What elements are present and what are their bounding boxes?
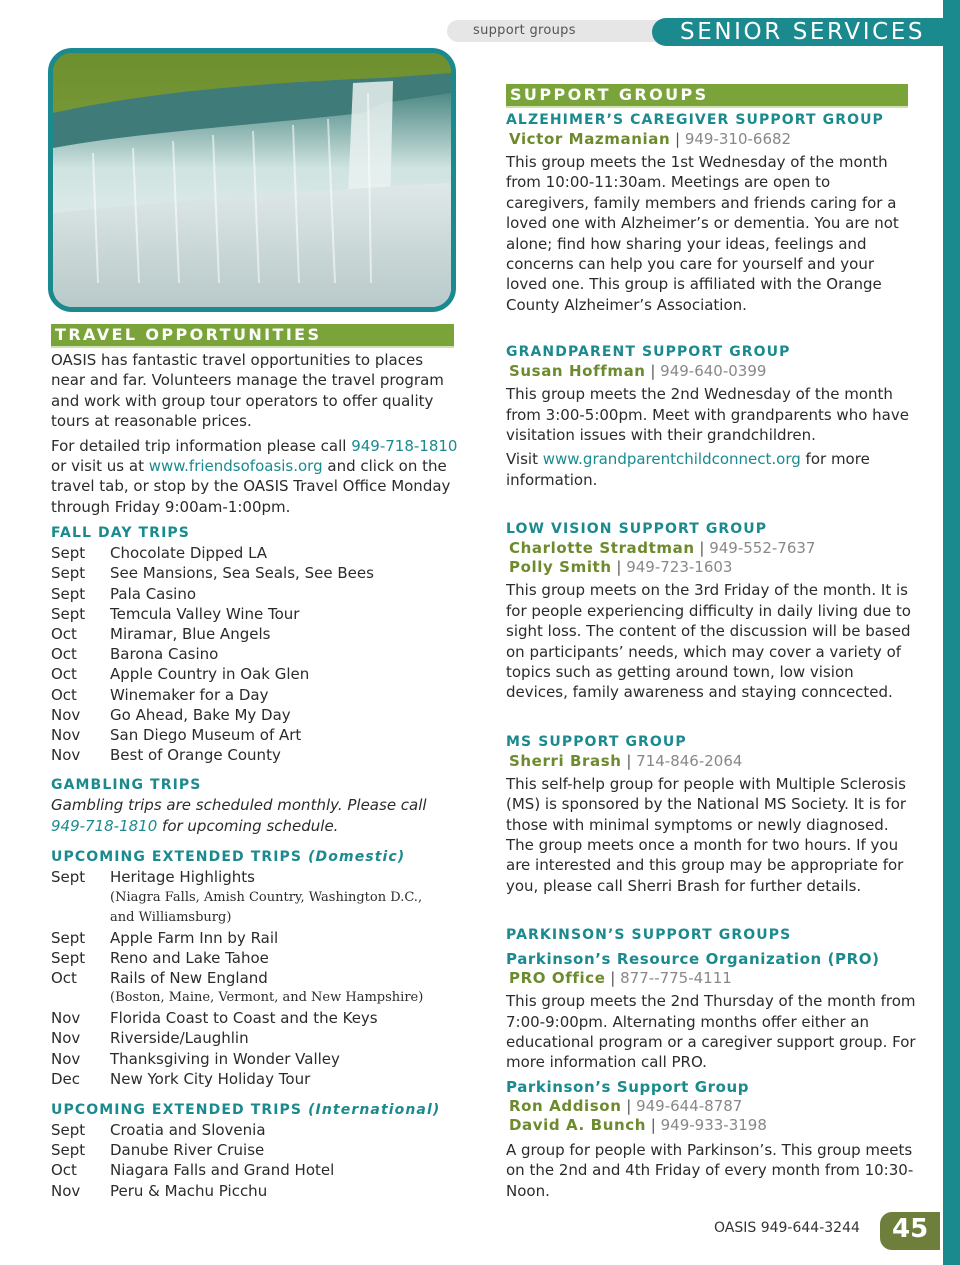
fall-trips-list	[51, 543, 461, 765]
contact-phone: 949-933-3198	[660, 1115, 767, 1134]
list-item	[51, 1120, 461, 1140]
contact-separator: |	[611, 558, 627, 577]
list-item	[51, 644, 461, 664]
travel-phone-link[interactable]: 949-718-1810	[351, 436, 458, 455]
visit-suffix: for more information.	[506, 450, 870, 489]
trip-name: Miramar, Blue Angels	[110, 625, 271, 644]
trip-name: Florida Coast to Coast and the Keys	[110, 1009, 378, 1028]
contact-separator: |	[605, 969, 621, 988]
trip-month: Oct	[51, 685, 77, 704]
trip-month: Nov	[51, 1009, 81, 1028]
trip-name: Apple Farm Inn by Rail	[110, 928, 279, 947]
footer-org-phone: OASIS 949-644-3244	[714, 1220, 860, 1236]
contact-separator: |	[645, 362, 661, 381]
trip-name: Go Ahead, Bake My Day	[110, 705, 291, 724]
trip-note: (Boston, Maine, Vermont, and New Hampshire)	[110, 990, 424, 1006]
trip-name: Barona Casino	[110, 645, 219, 664]
list-item	[51, 1028, 461, 1048]
international-trips-heading	[51, 1101, 461, 1120]
contact-phone: 949-723-1603	[626, 558, 733, 577]
trip-name: San Diego Museum of Art	[110, 726, 302, 745]
contact-phone: 949-644-8787	[636, 1096, 743, 1115]
trip-month: Dec	[51, 1069, 81, 1088]
intl-qualifier: (International)	[308, 1101, 441, 1118]
page-number: 45	[892, 1214, 929, 1244]
trip-name: Croatia and Slovenia	[110, 1120, 266, 1139]
header-banner	[652, 18, 952, 46]
pro-body: This group meets the 2nd Thursday of the month from 7:00-9:00pm. Alternating months offer either an educational program or a caregiver support group. For more information call PRO.	[506, 992, 916, 1072]
support-heading-bar	[506, 84, 908, 108]
contact-name: David A. Bunch	[509, 1115, 647, 1134]
gambling-suffix: for upcoming schedule.	[157, 816, 339, 835]
contact-separator: |	[694, 539, 710, 558]
international-trips-list	[51, 1120, 461, 1201]
contact-separator: |	[646, 1115, 661, 1134]
trip-name: New York City Holiday Tour	[110, 1069, 311, 1088]
list-item	[51, 604, 461, 624]
trip-month: Oct	[51, 1161, 77, 1180]
gambling-info	[51, 795, 461, 836]
contact-separator: |	[621, 751, 637, 770]
list-item	[51, 543, 461, 563]
trip-name: Peru & Machu Picchu	[110, 1181, 268, 1200]
fall-trips-heading: FALL DAY TRIPS	[51, 525, 190, 542]
ms-body: This self-help group for people with Multiple Sclerosis (MS) is sponsored by the National MS Society. It is for those with minimal symptoms or newly diagnosed. The group meets once a month for two hours. If you are interested and this group may be appropriate for you, please call Sherri Brash for further details.	[506, 774, 907, 895]
contact-name: Susan Hoffman	[509, 362, 646, 381]
contact-name: PRO Office	[509, 969, 606, 988]
list-item	[51, 867, 461, 887]
parkinsons-group	[506, 926, 916, 1201]
travel-heading: TRAVEL OPPORTUNITIES	[55, 325, 322, 344]
trip-name: Thanksgiving in Wonder Valley	[110, 1049, 340, 1068]
contact-separator: |	[621, 1096, 637, 1115]
list-item	[51, 1069, 461, 1089]
contact-separator: |	[670, 130, 685, 148]
contact-name: Ron Addison	[509, 1096, 622, 1115]
trip-month: Oct	[51, 645, 77, 664]
ms-contact	[506, 752, 916, 771]
trip-month: Nov	[51, 1029, 81, 1048]
parkinsons-title: PARKINSON’S SUPPORT GROUPS	[506, 927, 792, 944]
travel-info	[51, 436, 461, 518]
list-item	[51, 705, 461, 725]
grandparent-title: GRANDPARENT SUPPORT GROUP	[506, 344, 791, 361]
contact-name: Polly Smith	[509, 558, 612, 577]
list-item	[51, 584, 461, 604]
travel-section	[51, 350, 461, 1201]
trip-month: Nov	[51, 726, 81, 745]
domestic-trips-list	[51, 867, 461, 1089]
trip-name: Best of Orange County	[110, 746, 281, 765]
psg-contact-1	[506, 1097, 916, 1116]
trip-name: Niagara Falls and Grand Hotel	[110, 1161, 335, 1180]
waterfall-illustration	[53, 53, 451, 307]
contact-phone: 714-846-2064	[636, 751, 743, 770]
domestic-trips-heading	[51, 848, 461, 867]
contact-name: Sherri Brash	[509, 751, 622, 770]
ms-title: MS SUPPORT GROUP	[506, 733, 687, 750]
trip-month: Oct	[51, 665, 77, 684]
contact-phone: 949-640-0399	[660, 362, 767, 381]
grandparent-group	[506, 343, 916, 490]
trip-month: Sept	[51, 948, 86, 967]
trip-month: Nov	[51, 705, 81, 724]
trip-month: Sept	[51, 868, 86, 887]
contact-name: Charlotte Stradtman	[509, 539, 695, 558]
list-item	[51, 968, 461, 988]
low-vision-body: This group meets on the 3rd Friday of the month. It is for people experiencing difficulty in daily living due to sight loss. The content of the discussion will be based on participants’ needs, which may cover a variety of topics such as getting around town, low vision devices, family awareness and staying conncected.	[506, 581, 911, 702]
contact-phone: 877--775-4111	[620, 969, 732, 988]
contact-phone: 949-310-6682	[684, 130, 792, 148]
grandparent-website-link[interactable]: www.grandparentchildconnect.org	[542, 450, 801, 469]
list-item	[51, 1008, 461, 1028]
trip-month: Sept	[51, 584, 86, 603]
list-item	[51, 1160, 461, 1180]
low-vision-contact-2	[506, 558, 916, 577]
travel-info-prefix: For detailed trip information please call	[51, 436, 352, 455]
grandparent-visit	[506, 449, 916, 490]
contact-phone: 949-552-7637	[709, 539, 816, 558]
alzheimers-group	[506, 111, 916, 315]
psg-title: Parkinson’s Support Group	[506, 1077, 750, 1096]
list-item	[51, 563, 461, 583]
list-item	[51, 664, 461, 684]
list-item	[51, 928, 461, 948]
trip-name: Winemaker for a Day	[110, 685, 269, 704]
domestic-heading-text: UPCOMING EXTENDED TRIPS	[51, 849, 303, 866]
low-vision-title: LOW VISION SUPPORT GROUP	[506, 521, 768, 538]
travel-intro: OASIS has fantastic travel opportunities to places near and far. Volunteers manage the travel program and work with group tour operators to offer quality tours at reasonable prices.	[51, 351, 444, 431]
list-item	[51, 745, 461, 765]
trip-name: Reno and Lake Tahoe	[110, 948, 269, 967]
list-item	[51, 725, 461, 745]
contact-name: Victor Mazmanian	[509, 130, 671, 148]
low-vision-group	[506, 520, 916, 702]
trip-month: Sept	[51, 564, 86, 583]
section-title: SENIOR SERVICES	[680, 19, 926, 45]
trip-name: Apple Country in Oak Glen	[110, 665, 310, 684]
trip-month: Sept	[51, 544, 86, 563]
domestic-qualifier: (Domestic)	[308, 849, 406, 866]
trip-name: Danube River Cruise	[110, 1141, 265, 1160]
trip-month: Sept	[51, 1120, 86, 1139]
header-tab-label: support groups	[473, 23, 576, 38]
waterfall-photo	[48, 48, 456, 312]
pro-contact	[506, 969, 916, 988]
travel-heading-bar	[51, 324, 454, 348]
trip-note: (Niagra Falls, Amish Country, Washington D.C.,	[110, 889, 423, 905]
pro-title: Parkinson’s Resource Organization (PRO)	[506, 950, 880, 969]
gambling-phone-link[interactable]: 949-718-1810	[51, 816, 158, 835]
trip-name: Riverside/Laughlin	[110, 1029, 249, 1048]
trip-month: Oct	[51, 625, 77, 644]
trip-month: Sept	[51, 1141, 86, 1160]
low-vision-contact-1	[506, 539, 916, 558]
psg-body: A group for people with Parkinson’s. This group meets on the 2nd and 4th Friday of every month from 10:30-Noon.	[506, 1140, 914, 1200]
psg-contact-2	[506, 1116, 916, 1135]
trip-name: See Mansions, Sea Seals, See Bees	[110, 564, 374, 583]
gambling-prefix: Gambling trips are scheduled monthly. Please call	[51, 796, 427, 815]
alzheimers-title: ALZEHIMER’S CAREGIVER SUPPORT GROUP	[506, 112, 884, 128]
trip-month: Oct	[51, 968, 77, 987]
travel-info-suffix: and click on the travel tab, or stop by the OASIS Travel Office Monday through Friday 9:00am-1:00pm.	[51, 457, 451, 516]
list-item	[51, 1049, 461, 1069]
trip-month: Nov	[51, 1181, 81, 1200]
trip-month: Sept	[51, 928, 86, 947]
ms-group	[506, 733, 916, 896]
visit-prefix: Visit	[506, 450, 543, 469]
trip-month: Nov	[51, 746, 81, 765]
header-tab	[447, 20, 665, 42]
list-item	[51, 624, 461, 644]
grandparent-contact	[506, 362, 916, 381]
trip-name: Heritage Highlights	[110, 868, 255, 887]
trip-name: Rails of New England	[110, 968, 268, 987]
travel-website-link[interactable]: www.friendsofoasis.org	[148, 457, 323, 476]
trip-name: Chocolate Dipped LA	[110, 544, 268, 563]
trip-month: Nov	[51, 1049, 81, 1068]
gambling-trips-heading: GAMBLING TRIPS	[51, 777, 202, 794]
list-item	[51, 685, 461, 705]
trip-note: and Williamsburg)	[110, 909, 232, 925]
trip-month: Sept	[51, 604, 86, 623]
trip-name: Pala Casino	[110, 584, 197, 603]
support-heading: SUPPORT GROUPS	[510, 85, 709, 104]
list-item	[51, 1140, 461, 1160]
alzheimers-body: This group meets the 1st Wednesday of the month from 10:00-11:30am. Meetings are open to caregivers, family members and friends caring for a loved one with Alzheimer’s or dementia. You are not alone; find how sharing your ideas, feelings and concerns can help you care for yourself and your loved one. This group is affiliated with the Orange County Alzheimer’s Association.	[506, 153, 899, 314]
support-section	[506, 111, 916, 1201]
trip-name: Temcula Valley Wine Tour	[110, 604, 300, 623]
alzheimers-contact	[506, 130, 916, 149]
travel-info-mid: or visit us at	[51, 457, 149, 476]
intl-heading-text: UPCOMING EXTENDED TRIPS	[51, 1101, 303, 1118]
page-number-badge	[880, 1212, 940, 1250]
grandparent-body: This group meets the 2nd Wednesday of the month from 3:00-5:00pm. Meet with grandparents who have visitation issues with their grandchildren.	[506, 385, 909, 445]
page-edge-stripe	[943, 0, 960, 1265]
list-item	[51, 1181, 461, 1201]
list-item	[51, 948, 461, 968]
